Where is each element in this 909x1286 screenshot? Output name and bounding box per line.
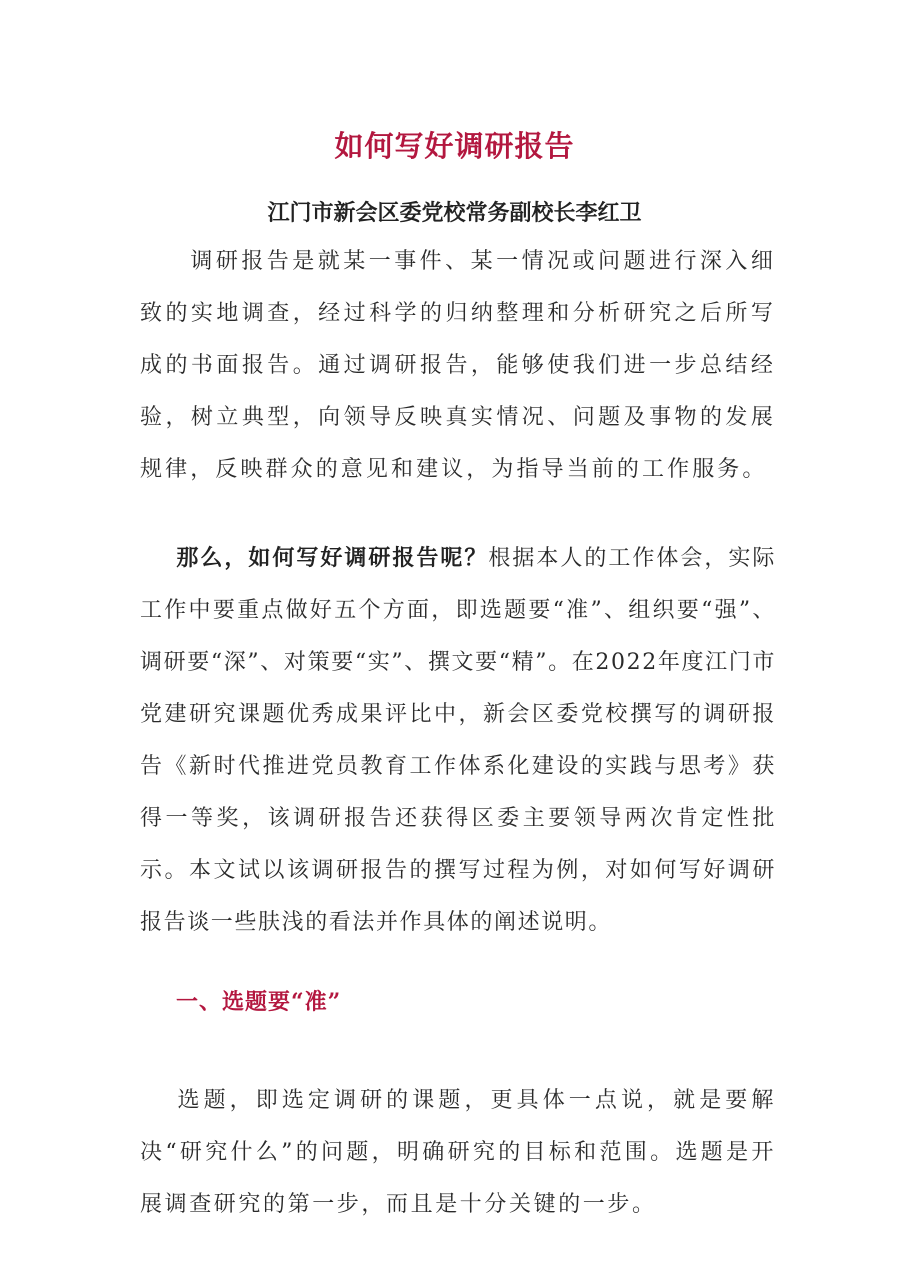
author-line: 江门市新会区委党校常务副校长李红卫 — [267, 200, 642, 226]
paragraph-intro — [140, 236, 776, 496]
section-heading-topic: 一、选题要“准” — [176, 989, 342, 1015]
paragraph-method-text: 根据本人的工作体会，实际工作中要重点做好五个方面，即选题要“准”、组织要“强”、调研要“深”、对策要“实”、撰文要“精”。在2022年度江门市党建研究课题优秀成果评比中，新会区委党校撰写的调研报告《新时代推进党员教育工作体系化建设的实践与思考》获得一等奖，该调研报告还获得区委主要领导两次肯定性批示。本文试以该调研报告的撰写过程为例，对如何写好调研报告谈一些肤浅的看法并作具体的阐述说明。 — [140, 546, 777, 935]
paragraph-topic — [140, 1075, 776, 1231]
document-title: 如何写好调研报告 — [334, 129, 575, 163]
paragraph-method — [140, 532, 776, 949]
paragraph-method-lead: 那么，如何写好调研报告呢？ — [176, 545, 489, 571]
paragraph-topic-text: 选题，即选定调研的课题，更具体一点说，就是要解决“研究什么”的问题，明确研究的目标和范围。选题是开展调查研究的第一步，而且是十分关键的一步。 — [140, 1088, 776, 1217]
paragraph-intro-text: 调研报告是就某一事件、某一情况或问题进行深入细致的实地调查，经过科学的归纳整理和分析研究之后所写成的书面报告。通过调研报告，能够使我们进一步总结经验，树立典型，向领导反映真实情况、问题及事物的发展规律，反映群众的意见和建议，为指导当前的工作服务。 — [140, 249, 776, 482]
